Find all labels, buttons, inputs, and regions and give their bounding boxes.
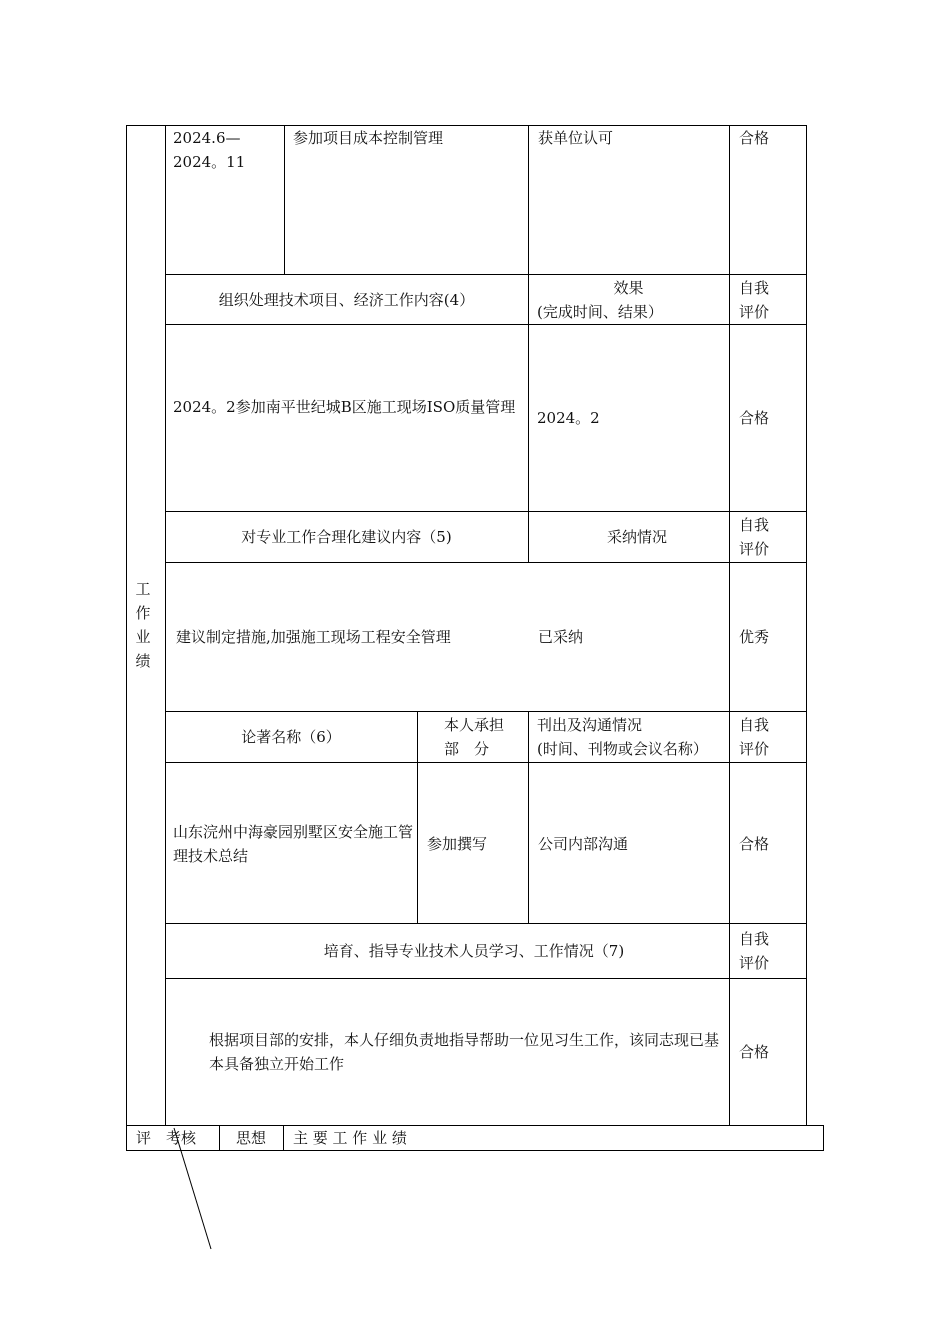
project-rating: 合格 [739,129,770,147]
project-period: 2024.6—2024。11 [173,129,246,171]
tech-rating: 合格 [739,409,770,427]
suggest-rating: 优秀 [739,628,770,646]
paper-header-pub-detail: (时间、刊物或会议名称） [537,740,708,758]
section-label-char: 作 [135,604,151,622]
tech-header-self-eval: 自我 [739,279,770,297]
footer-cell-review: 评 考核 [136,1129,197,1147]
suggest-content: 建议制定措施,加强施工现场工程安全管理 [176,628,451,646]
paper-rating: 合格 [739,835,770,853]
footer-cell-achievement: 主 要 工 作 业 绩 [293,1129,407,1147]
section-label-char: 绩 [135,652,151,670]
tech-header-effect-detail: (完成时间、结果） [537,303,663,321]
suggest-header-self-eval: 评价 [739,540,770,558]
suggest-header-self-eval: 自我 [739,516,770,534]
tech-date: 2024。2 [537,409,600,427]
train-header-self-eval: 评价 [739,954,770,972]
tech-content: 2024。2参加南平世纪城B区施工现场ISO质量管理 [173,398,516,416]
project-content: 参加项目成本控制管理 [293,129,444,147]
suggest-header-adoption: 采纳情况 [606,528,667,546]
train-content: 根据项目部的安排，本人仔细负责地指导帮助一位见习生工作，该同志现已基本具备独立开始工作 [209,1031,720,1073]
paper-pub: 公司内部沟通 [538,835,629,853]
paper-header-role: 部 分 [444,740,490,758]
footer-cell-thought: 思想 [236,1129,267,1147]
section-label-char: 业 [135,628,151,646]
paper-header-self-eval: 评价 [739,740,770,758]
project-effect: 获单位认可 [538,129,614,147]
paper-header-self-eval: 自我 [739,716,770,734]
train-header-title: 培育、指导专业技术人员学习、工作情况（7) [323,942,625,960]
suggest-header-title: 对专业工作合理化建议内容（5) [241,528,452,546]
suggest-adoption: 已采纳 [538,628,584,646]
train-header-self-eval: 自我 [739,930,770,948]
paper-title: 山东浣州中海豪园别墅区安全施工管理技术总结 [173,823,414,865]
tech-header-title: 组织处理技术项目、经济工作内容(4） [218,291,475,309]
section-label-vertical [133,577,153,673]
paper-header-title: 论著名称（6） [241,728,341,746]
section-label-char: 工 [135,580,151,598]
tech-header-effect: 效果 [613,279,644,297]
paper-header-pub: 刊出及沟通情况 [537,716,643,734]
tech-header-self-eval: 评价 [739,303,770,321]
train-rating: 合格 [739,1043,770,1061]
paper-header-role: 本人承担 [444,716,505,734]
paper-role: 参加撰写 [427,835,488,853]
